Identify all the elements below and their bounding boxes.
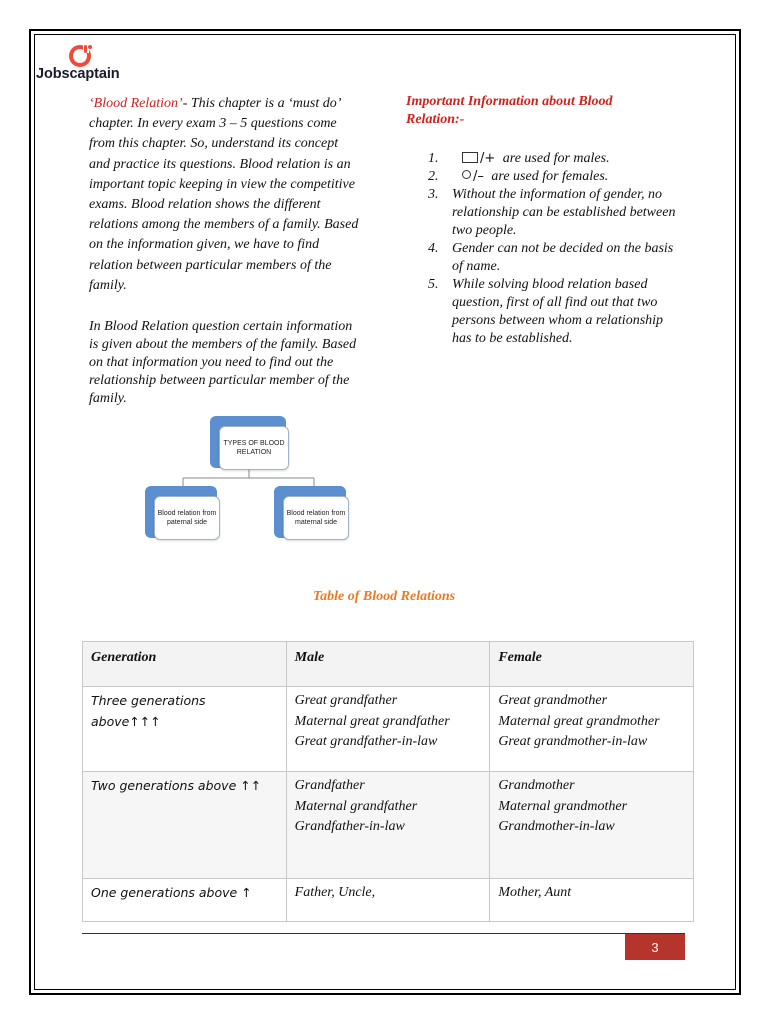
cell-line: Great grandfather-in-law	[294, 734, 438, 749]
header-female: Female	[490, 642, 694, 687]
cell-male	[286, 879, 490, 922]
info-item	[428, 168, 678, 186]
table-row	[83, 879, 694, 922]
intro-text: - This chapter is a ‘must do’ chapter. In every exam 3 – 5 questions come from this chapter. So, understand its concept and practice its questions. Blood relation is an important topic keeping in view the competitive exams. Blood relation shows the different relations among the members of a family. Based on the information given, we have to find relation between particular members of the family.	[89, 96, 359, 293]
info-item	[428, 150, 678, 168]
info-item-text: Without the information of gender, no relationship can be established between two people.	[452, 187, 676, 238]
info-item-text: Gender can not be decided on the basis of name.	[452, 241, 674, 274]
intro-paragraph	[89, 94, 361, 296]
cell-generation: One generations above ↑	[83, 879, 287, 922]
logo-text: Jobscaptain	[36, 66, 120, 82]
logo-mark-icon	[68, 42, 96, 68]
cell-line: Grandfather	[294, 778, 365, 793]
header-male: Male	[286, 642, 490, 687]
page-number-badge: 3	[625, 934, 685, 960]
cell-line: Maternal grandfather	[294, 798, 418, 814]
cell-male	[286, 687, 490, 772]
blood-relation-diagram	[140, 412, 360, 548]
info-item-text: While solving blood relation based question, first of all find out that two persons between whom a relationship has to be established.	[452, 277, 664, 346]
info-item	[428, 186, 678, 240]
info-item	[428, 240, 678, 276]
info-item-number: 2.	[428, 169, 439, 184]
diagram-root-box: TYPES OF BLOOD RELATION	[219, 426, 289, 470]
male-symbol-text: /+	[480, 151, 496, 166]
cell-female	[490, 879, 694, 922]
diagram-left-box: Blood relation from paternal side	[154, 496, 220, 540]
info-title: Important Information about Blood Relation:-	[406, 94, 613, 127]
cell-female	[490, 687, 694, 772]
female-symbol-text: /–	[473, 169, 484, 184]
info-list	[428, 150, 678, 348]
info-item-text: are used for females.	[491, 169, 609, 184]
diagram-right-box: Blood relation from maternal side	[283, 496, 349, 540]
cell-line: Grandfather-in-law	[294, 819, 405, 834]
cell-generation: Three generations above↑↑↑	[83, 687, 287, 772]
cell-line: Maternal great grandfather	[294, 713, 450, 729]
info-item-number: 5.	[428, 277, 439, 292]
cell-line: Maternal great grandmother	[498, 713, 660, 729]
cell-line: Grandmother	[498, 778, 575, 793]
cell-line: Grandmother-in-law	[498, 819, 615, 834]
header-generation: Generation	[83, 642, 287, 687]
info-item-number: 3.	[428, 187, 439, 202]
table-row	[83, 687, 694, 772]
cell-line: Great grandfather	[294, 693, 398, 708]
intro-highlight: ‘Blood Relation’	[89, 96, 183, 111]
cell-line: Great grandmother	[498, 693, 608, 708]
blood-relations-table	[82, 641, 694, 922]
cell-line: Father, Uncle,	[294, 885, 376, 900]
jobscaptain-logo	[36, 40, 136, 85]
cell-line: Great grandmother-in-law	[498, 734, 648, 749]
info-item-number: 4.	[428, 241, 439, 256]
male-symbol-icon	[452, 150, 499, 168]
female-symbol-icon	[452, 168, 488, 186]
cell-line: Maternal grandmother	[498, 798, 628, 814]
cell-line: Mother, Aunt	[498, 885, 572, 900]
info-item-number: 1.	[428, 151, 439, 166]
info-item-text: are used for males.	[502, 151, 610, 166]
table-title: Table of Blood Relations	[312, 589, 456, 604]
intro-paragraph-2: In Blood Relation question certain information is given about the members of the family. Based on that information you need to find out the relationship between particular member of the family.	[89, 319, 357, 406]
table-header-row	[83, 642, 694, 687]
cell-female	[490, 772, 694, 879]
cell-generation: Two generations above ↑↑	[83, 772, 287, 879]
info-item	[428, 276, 678, 348]
footer-divider	[82, 933, 685, 934]
table-row	[83, 772, 694, 879]
cell-male	[286, 772, 490, 879]
